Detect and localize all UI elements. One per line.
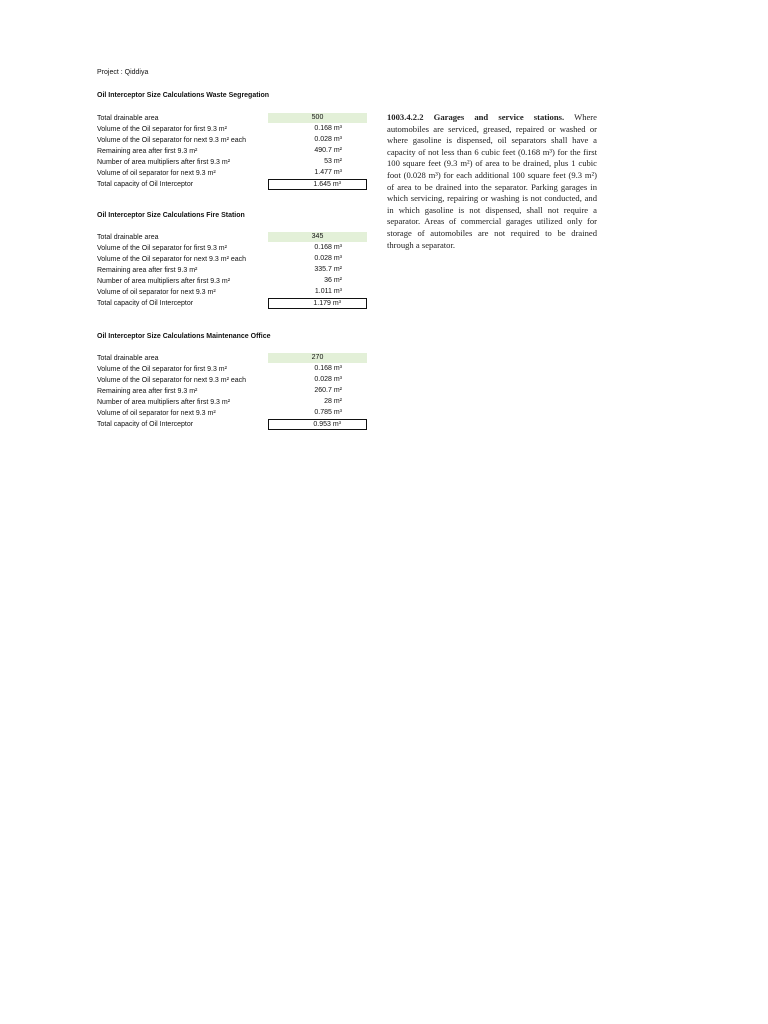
row-label: Remaining area after first 9.3 m²	[97, 148, 198, 155]
row-value: 0.028 m³	[314, 255, 342, 262]
table-row	[97, 353, 367, 364]
row-value: 0.168 m³	[314, 125, 342, 132]
calc-table-waste-segregation	[97, 113, 367, 190]
table-row	[97, 179, 367, 190]
drainable-area-input[interactable]: 345	[268, 232, 367, 242]
row-label: Total capacity of Oil Interceptor	[97, 300, 194, 307]
row-value: 490.7 m²	[314, 147, 342, 154]
row-value: 53 m²	[324, 158, 342, 165]
row-value: 28 m²	[324, 398, 342, 405]
row-label: Volume of the Oil separator for next 9.3 m² each	[97, 377, 247, 384]
calc-table-fire-station	[97, 232, 367, 309]
table-row	[97, 375, 367, 386]
drainable-area-input[interactable]: 500	[268, 113, 367, 123]
project-title: Project : Qiddiya	[97, 69, 149, 76]
total-capacity-cell: 1.179 m³	[268, 298, 367, 309]
drainable-area-input[interactable]: 270	[268, 353, 367, 363]
row-label: Volume of the Oil separator for first 9.3 m²	[97, 126, 227, 133]
row-value: 0.028 m³	[314, 136, 342, 143]
table-row	[97, 276, 367, 287]
table-row	[97, 287, 367, 298]
code-excerpt-body: Where automobiles are serviced, greased, repaired or washed or where gasoline is dispensed, oil separators shall have a capacity of not less than 6 cubic feet (0.168 m³) for the first 100 square feet (9.3 m²) of area to be drained, plus 1 cubic foot (0.028 m³) for each additional 100 square feet (9.3 m²) of area to be drained into the separator. Parking garages in which servicing, repairing or washing is not conducted, and in which gasoline is not dispensed, shall not require a separator. Areas of commercial garages utilized only for storage of automobiles are not required to be drained through a separator.	[387, 112, 597, 250]
table-row	[97, 419, 367, 430]
table-row	[97, 113, 367, 124]
table-row	[97, 135, 367, 146]
section-title-waste-segregation: Oil Interceptor Size Calculations Waste Segregation	[97, 92, 270, 99]
row-label: Volume of oil separator for next 9.3 m²	[97, 289, 216, 296]
row-label: Remaining area after first 9.3 m²	[97, 388, 198, 395]
table-row	[97, 243, 367, 254]
row-value: 0.785 m³	[314, 409, 342, 416]
row-label: Total capacity of Oil Interceptor	[97, 421, 194, 428]
row-value: 1.011 m³	[314, 288, 342, 295]
row-label: Total drainable area	[97, 234, 159, 241]
table-row	[97, 146, 367, 157]
row-label: Total drainable area	[97, 355, 159, 362]
table-row	[97, 124, 367, 135]
table-row	[97, 157, 367, 168]
row-value: 0.028 m³	[314, 376, 342, 383]
row-label: Volume of the Oil separator for first 9.3 m²	[97, 366, 227, 373]
section-title-fire-station: Oil Interceptor Size Calculations Fire Station	[97, 212, 245, 219]
table-row	[97, 232, 367, 243]
calc-table-maintenance-office	[97, 353, 367, 430]
total-capacity-cell: 0.953 m³	[268, 419, 367, 430]
table-row	[97, 298, 367, 309]
row-label: Total drainable area	[97, 115, 159, 122]
row-value: 0.168 m³	[314, 244, 342, 251]
total-capacity-cell: 1.645 m³	[268, 179, 367, 190]
table-row	[97, 397, 367, 408]
table-row	[97, 168, 367, 179]
row-value: 36 m²	[324, 277, 342, 284]
row-label: Volume of the Oil separator for first 9.3 m²	[97, 245, 227, 252]
row-label: Volume of the Oil separator for next 9.3 m² each	[97, 137, 247, 144]
row-label: Number of area multipliers after first 9.3 m²	[97, 278, 231, 285]
section-title-maintenance-office: Oil Interceptor Size Calculations Maintenance Office	[97, 333, 271, 340]
table-row	[97, 386, 367, 397]
table-row	[97, 408, 367, 419]
code-excerpt	[387, 112, 597, 251]
table-row	[97, 265, 367, 276]
row-value: 0.168 m³	[314, 365, 342, 372]
row-value: 260.7 m²	[314, 387, 342, 394]
row-label: Number of area multipliers after first 9.3 m²	[97, 399, 231, 406]
code-excerpt-heading: 1003.4.2.2 Garages and service stations.	[387, 112, 565, 122]
table-row	[97, 254, 367, 265]
row-label: Number of area multipliers after first 9.3 m²	[97, 159, 231, 166]
row-label: Volume of oil separator for next 9.3 m²	[97, 410, 216, 417]
row-label: Volume of oil separator for next 9.3 m²	[97, 170, 216, 177]
row-value: 1.477 m³	[314, 169, 342, 176]
table-row	[97, 364, 367, 375]
row-value: 335.7 m²	[314, 266, 342, 273]
row-label: Total capacity of Oil Interceptor	[97, 181, 194, 188]
row-label: Volume of the Oil separator for next 9.3 m² each	[97, 256, 247, 263]
row-label: Remaining area after first 9.3 m²	[97, 267, 198, 274]
